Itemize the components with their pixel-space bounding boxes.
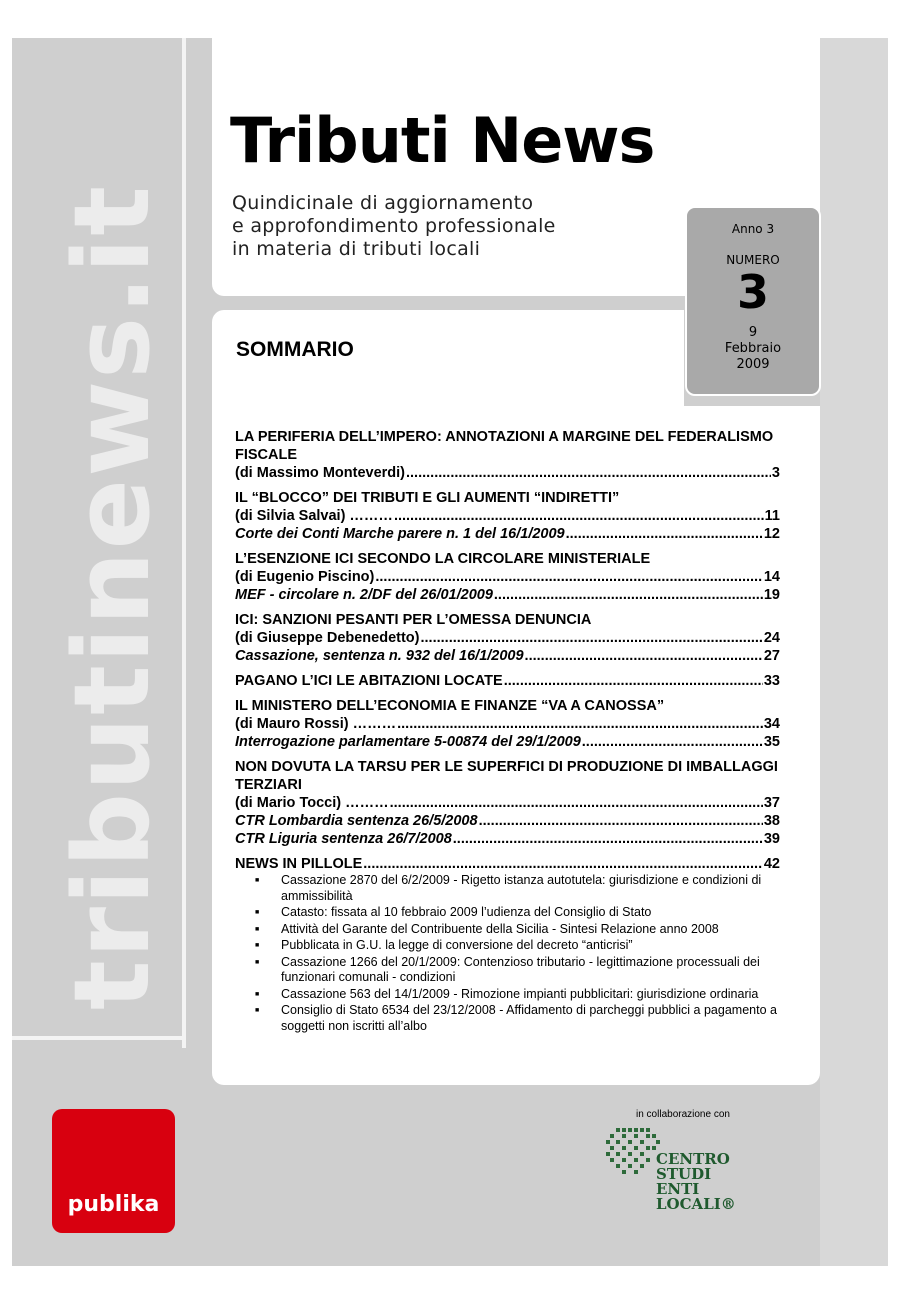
- issue-number-label: NUMERO: [726, 253, 780, 267]
- sommario-heading: SOMMARIO: [236, 338, 354, 361]
- toc-page-number: 37: [763, 795, 780, 811]
- issue-month: Febbraio: [724, 341, 782, 356]
- toc-section-title: L’ESENZIONE ICI SECONDO LA CIRCOLARE MINISTERIALE: [235, 551, 651, 567]
- news-item: ■ Attività del Garante del Contribuente della Sicilia - Sintesi Relazione anno 2008: [281, 922, 780, 938]
- toc-section: [235, 758, 780, 848]
- toc-entry[interactable]: [235, 855, 780, 873]
- toc-page-number: 3: [771, 465, 780, 481]
- toc-leader-dots: [363, 855, 763, 873]
- toc-section-title: IL “BLOCCO” DEI TRIBUTI E GLI AUMENTI “INDIRETTI”: [235, 490, 620, 506]
- toc-entry-label: (di Eugenio Piscino): [235, 569, 375, 585]
- issue-year: Anno 3: [731, 222, 775, 236]
- issue-year-number: 2009: [736, 357, 770, 372]
- toc-entry-label: NEWS IN PILLOLE: [235, 856, 363, 872]
- subtitle-line: Quindicinale di aggiornamento: [232, 192, 534, 214]
- toc-leader-dots: [494, 586, 763, 604]
- toc-section-title: LA PERIFERIA DELL’IMPERO: ANNOTAZIONI A MARGINE DEL FEDERALISMO FISCALE: [235, 429, 774, 463]
- toc-leader-dots: [390, 794, 763, 812]
- toc-leader-dots: [397, 715, 763, 733]
- toc-leader-dots: [479, 812, 763, 830]
- subtitle-line: e approfondimento professionale: [232, 215, 556, 237]
- toc-page-number: 24: [763, 630, 780, 646]
- toc-page-number: 34: [763, 716, 780, 732]
- toc-page-number: 11: [764, 508, 780, 524]
- toc-entry-label: (di Mauro Rossi) ………: [235, 716, 397, 732]
- news-item: ■ Cassazione 2870 del 6/2/2009 - Rigetto istanza autotutela: giurisdizione e condizioni di ammissibilità: [281, 873, 780, 904]
- toc-section-title: NON DOVUTA LA TARSU PER LE SUPERFICI DI PRODUZIONE DI IMBALLAGGI TERZIARI: [235, 759, 778, 793]
- toc-leader-dots: [406, 464, 771, 482]
- toc-entry-label: Interrogazione parlamentare 5-00874 del 29/1/2009: [235, 734, 581, 750]
- news-item: ■ Consiglio di Stato 6534 del 23/12/2008 - Affidamento di parcheggi pubblici a pagamento a soggetti non iscritti all’albo: [281, 1003, 780, 1034]
- publika-logo: [52, 1109, 175, 1233]
- toc-entry-label: (di Silvia Salvai) ………: [235, 508, 393, 524]
- news-item: ■ Cassazione 563 del 14/1/2009 - Rimozione impianti pubblicitari: giurisdizione ordinaria: [281, 987, 780, 1003]
- toc-leader-dots: [566, 525, 763, 543]
- issue-number: 3: [736, 265, 769, 319]
- divider-line: [182, 38, 186, 1048]
- toc-page-number: 33: [763, 673, 780, 689]
- toc-page-number: 19: [763, 587, 780, 603]
- centro-studi-logo-text: [656, 1152, 736, 1212]
- news-item: ■ Catasto: fissata al 10 febbraio 2009 l’udienza del Consiglio di Stato: [281, 905, 780, 921]
- partner-line: STUDI: [656, 1165, 712, 1183]
- toc-entry-label: CTR Lombardia sentenza 26/5/2008: [235, 813, 478, 829]
- toc-entry-label: MEF - circolare n. 2/DF del 26/01/2009: [235, 587, 493, 603]
- toc-entry-label: Corte dei Conti Marche parere n. 1 del 16/1/2009: [235, 526, 565, 542]
- toc-section: [235, 611, 780, 665]
- toc-page-number: 27: [763, 648, 780, 664]
- toc-entry[interactable]: [235, 525, 780, 543]
- issue-date: [687, 325, 819, 373]
- toc-entry[interactable]: [235, 794, 780, 812]
- side-website-text: tributinews.it: [51, 184, 173, 1010]
- toc-leader-dots: [394, 507, 764, 525]
- toc-page-number: 14: [763, 569, 780, 585]
- toc-entry-label: (di Massimo Monteverdi): [235, 465, 405, 481]
- toc-section: [235, 697, 780, 751]
- news-item: ■ Pubblicata in G.U. la legge di conversione del decreto “anticrisi”: [281, 938, 780, 954]
- subtitle: [232, 192, 556, 261]
- toc-section: [235, 428, 780, 482]
- toc-leader-dots: [421, 629, 763, 647]
- toc-entry[interactable]: [235, 715, 780, 733]
- toc-entry[interactable]: [235, 629, 780, 647]
- toc-section-title: IL MINISTERO DELL’ECONOMIA E FINANZE “VA A CANOSSA”: [235, 698, 665, 714]
- toc-entry[interactable]: [235, 672, 780, 690]
- toc-leader-dots: [525, 647, 763, 665]
- collaboration-label: in collaborazione con: [636, 1109, 730, 1120]
- toc-leader-dots: [582, 733, 763, 751]
- toc-leader-dots: [453, 830, 763, 848]
- toc-entry-label: (di Giuseppe Debenedetto): [235, 630, 420, 646]
- table-of-contents: [235, 428, 780, 1041]
- toc-entry[interactable]: [235, 507, 780, 525]
- toc-entry[interactable]: [235, 812, 780, 830]
- toc-page-number: 38: [763, 813, 780, 829]
- issue-day: 9: [748, 325, 758, 340]
- toc-leader-dots: [504, 672, 763, 690]
- page-edge: [820, 38, 888, 1266]
- toc-entry-label: PAGANO L’ICI LE ABITAZIONI LOCATE: [235, 673, 503, 689]
- toc-page-number: 42: [763, 856, 780, 872]
- issue-badge: [685, 206, 821, 396]
- toc-section: [235, 550, 780, 604]
- toc-entry-label: (di Mario Tocci) ………: [235, 795, 389, 811]
- toc-page-number: 35: [763, 734, 780, 750]
- toc-entry-label: CTR Liguria sentenza 26/7/2008: [235, 831, 452, 847]
- toc-entry[interactable]: [235, 647, 780, 665]
- toc-entry[interactable]: [235, 568, 780, 586]
- toc-section-title: ICI: SANZIONI PESANTI PER L’OMESSA DENUNCIA: [235, 612, 592, 628]
- toc-entry[interactable]: [235, 830, 780, 848]
- toc-entry[interactable]: [235, 586, 780, 604]
- divider-line: [12, 1036, 186, 1040]
- subtitle-line: in materia di tributi locali: [232, 238, 481, 260]
- toc-section: [235, 489, 780, 543]
- news-item: ■ Cassazione 1266 del 20/1/2009: Contenzioso tributario - legittimazione processuali dei funzionari comunali - condizioni: [281, 955, 780, 986]
- page-title: Tributi News: [230, 104, 655, 177]
- publisher-name: publika: [67, 1192, 160, 1217]
- partner-line: CENTRO: [656, 1150, 730, 1168]
- toc-page-number: 12: [763, 526, 780, 542]
- toc-leader-dots: [375, 568, 762, 586]
- toc-entry[interactable]: [235, 464, 780, 482]
- news-list: [235, 873, 780, 1034]
- toc-page-number: 39: [763, 831, 780, 847]
- partner-line: LOCALI®: [656, 1195, 736, 1213]
- toc-section: [235, 672, 780, 690]
- partner-line: ENTI: [656, 1180, 700, 1198]
- toc-section: [235, 855, 780, 1034]
- toc-entry[interactable]: [235, 733, 780, 751]
- toc-entry-label: Cassazione, sentenza n. 932 del 16/1/2009: [235, 648, 524, 664]
